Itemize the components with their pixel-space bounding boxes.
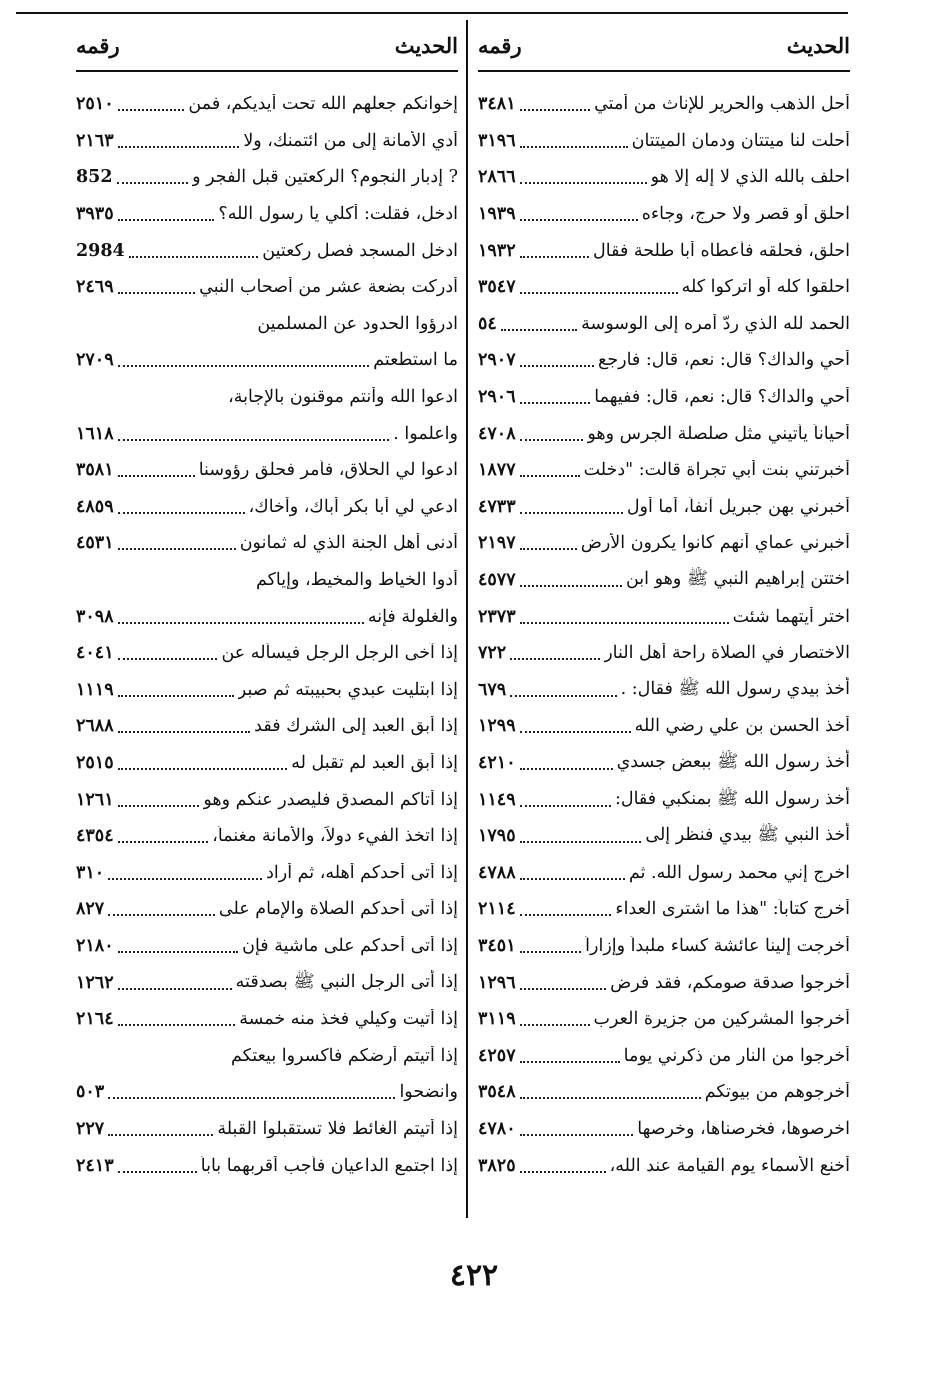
hadith-text: احلق، فحلقه فأعطاه أبا طلحة فقال	[593, 240, 850, 261]
hadith-text: أخذ النبي ﷺ بيدي فنظر إلى	[645, 825, 850, 846]
index-entry	[478, 123, 850, 160]
hadith-text: واعلموا .	[393, 423, 458, 444]
hadith-number: ٤٢١٠	[478, 752, 516, 773]
dot-leader	[118, 841, 209, 843]
hadith-text: أحي والداك؟ قال: نعم، قال: فارجع	[598, 350, 850, 371]
index-entry	[76, 708, 458, 745]
dot-leader	[520, 475, 580, 477]
index-entry	[76, 562, 458, 599]
hadith-text: أدركت بضعة عشر من أصحاب النبي	[199, 277, 458, 298]
hadith-text: إخوانكم جعلهم الله تحت أيديكم، فمن	[188, 94, 458, 115]
index-entry	[76, 123, 458, 160]
hadith-text: إذا ابتليت عبدي بحبيبته ثم صبر	[237, 679, 458, 700]
hadith-text: أخرجوا من النار من ذكرني يوما	[623, 1045, 850, 1066]
index-entry	[478, 562, 850, 599]
hadith-number: ٤٣٥٤	[76, 826, 114, 847]
index-entry	[478, 1037, 850, 1074]
hadith-number: ٤٨٥٩	[76, 496, 114, 517]
hadith-text: احلف بالله الذي لا إله إلا هو	[650, 167, 850, 188]
hadith-number: ٣٤٨١	[478, 94, 516, 115]
hadith-number: ١٧٩٥	[478, 826, 516, 847]
dot-leader	[118, 1171, 197, 1173]
hadith-number: 2984	[76, 240, 125, 261]
index-entry	[478, 1074, 850, 1111]
index-entry	[76, 415, 458, 452]
hadith-number: ٤٧٨٠	[478, 1118, 516, 1139]
dot-leader	[118, 658, 218, 660]
hadith-text: ادخل المسجد فصل ركعتين	[262, 240, 458, 261]
dot-leader	[118, 475, 195, 477]
dot-leader	[118, 731, 251, 733]
left-entry-list	[76, 86, 458, 1184]
hadith-number: ٢٣٧٣	[478, 606, 516, 627]
hadith-header-label: الحديث	[394, 32, 458, 58]
hadith-text: أخرجوا صدقة صومكم، فقد فرض	[610, 972, 850, 993]
hadith-text: إذا أتى أحدكم على ماشية فإن	[242, 935, 458, 956]
dot-leader	[118, 548, 236, 550]
hadith-text: أدي الأمانة إلى من ائتمنك، ولا	[243, 130, 458, 151]
hadith-text: أحل الذهب والحرير للإناث من أمتي	[594, 94, 850, 115]
dot-leader	[520, 109, 590, 111]
hadith-number: ٣١١٩	[478, 1009, 516, 1030]
hadith-text: احلقوا كله أو اتركوا كله	[681, 277, 850, 298]
hadith-text: ما استطعتم	[373, 350, 458, 371]
dot-leader	[520, 1134, 634, 1136]
hadith-text: أخبرني بهن جبريل آنفاً، أما أول	[626, 496, 850, 517]
dot-leader	[118, 439, 390, 441]
hadith-number: ٤٧٠٨	[478, 423, 516, 444]
index-entry	[478, 489, 850, 526]
index-entry	[76, 635, 458, 672]
header-rule	[76, 70, 458, 72]
hadith-text: أحي والداك؟ قال: نعم، قال: ففيهما	[594, 387, 850, 408]
dot-leader	[118, 292, 196, 294]
hadith-text: إذا أتى الرجل النبي ﷺ بصدقته	[235, 971, 458, 992]
hadith-text: إذا أتى أحدكم أهله، ثم أراد	[266, 862, 458, 883]
hadith-text: الحمد لله الذي ردّ أمره إلى الوسوسة	[581, 313, 850, 334]
index-entry	[76, 598, 458, 635]
dot-leader	[118, 1024, 236, 1026]
index-entry	[478, 745, 850, 782]
hadith-number: ٥٠٣	[76, 1082, 105, 1103]
index-entry	[478, 818, 850, 855]
dot-leader	[108, 1097, 395, 1099]
index-entry	[478, 452, 850, 489]
column-divider	[466, 20, 468, 1218]
dot-leader	[520, 622, 729, 624]
dot-leader	[520, 988, 606, 990]
dot-leader	[118, 951, 238, 953]
dot-leader	[520, 182, 647, 184]
hadith-number: ٤٠٤١	[76, 643, 114, 664]
dot-leader	[520, 951, 582, 953]
dot-leader	[520, 256, 589, 258]
index-entry	[76, 928, 458, 965]
dot-leader	[520, 914, 612, 916]
hadith-text: إذا أتيت وكيلي فخذ منه خمسة	[239, 1009, 458, 1030]
hadith-number: ١٩٣٢	[478, 240, 516, 261]
index-entry	[478, 196, 850, 233]
hadith-number: ٢١١٤	[478, 899, 516, 920]
index-entry	[478, 1147, 850, 1184]
index-entry	[76, 854, 458, 891]
number-header-label: رقمه	[478, 32, 522, 58]
dot-leader	[520, 768, 613, 770]
index-entry	[478, 781, 850, 818]
hadith-text: احلق أو قصر ولا حرج، وجاءه	[641, 204, 850, 225]
hadith-number: ٢٨٦٦	[478, 167, 516, 188]
hadith-number: ٢١٩٧	[478, 533, 516, 554]
dot-leader	[520, 439, 584, 441]
dot-leader	[520, 1024, 590, 1026]
dot-leader	[520, 365, 594, 367]
index-entry	[478, 672, 850, 709]
hadith-number: ١٢٦١	[76, 789, 114, 810]
index-entry	[76, 306, 458, 343]
index-entry	[76, 379, 458, 416]
dot-leader	[520, 292, 678, 294]
dot-leader	[510, 695, 616, 697]
hadith-text: أخرجوا المشركين من جزيرة العرب	[593, 1009, 850, 1030]
hadith-text: أخذ بيدي رسول الله ﷺ فقال: .	[620, 678, 850, 699]
index-entry	[76, 672, 458, 709]
hadith-number: ٤٧٣٣	[478, 496, 516, 517]
hadith-text: أخذ الحسن بن علي رضي الله	[634, 716, 850, 737]
hadith-number: ٢٩٠٧	[478, 350, 516, 371]
hadith-text: أخبرني عماي أنهم كانوا يكرون الأرض	[580, 533, 850, 554]
dot-leader	[510, 658, 600, 660]
hadith-text: ادعي لي أبا بكر أباك، وأخاك،	[248, 496, 458, 517]
hadith-number: ١٨٧٧	[478, 460, 516, 481]
hadith-text: أدوا الخياط والمخيط، وإياكم	[255, 570, 458, 591]
dot-leader	[520, 219, 638, 221]
hadith-text: أخذ رسول الله ﷺ بمنكبي فقال:	[614, 788, 850, 809]
hadith-number: ٤٥٣١	[76, 533, 114, 554]
dot-leader	[520, 548, 577, 550]
index-entry	[478, 379, 850, 416]
right-column-header	[478, 20, 850, 70]
dot-leader	[118, 146, 240, 148]
index-entry	[478, 306, 850, 343]
index-entry	[76, 1074, 458, 1111]
hadith-number: ٨٢٧	[76, 899, 105, 920]
dot-leader	[118, 219, 215, 221]
dot-leader	[520, 1171, 606, 1173]
hadith-text: ادعوا لي الحلاق، فأمر فحلق رؤوسنا	[198, 460, 458, 481]
hadith-number: ١٢٩٦	[478, 972, 516, 993]
dot-leader	[117, 182, 189, 184]
hadith-text: أخنع الأسماء يوم القيامة عند الله،	[609, 1155, 850, 1176]
index-entry	[478, 525, 850, 562]
hadith-text: إذا أبق العبد لم تقبل له	[291, 752, 458, 773]
index-entry	[478, 891, 850, 928]
hadith-number: ٢٥١٥	[76, 752, 114, 773]
index-entry	[478, 86, 850, 123]
index-entry	[478, 964, 850, 1001]
hadith-number: ٢٥١٠	[76, 94, 114, 115]
dot-leader	[118, 365, 370, 367]
dot-leader	[118, 695, 234, 697]
dot-leader	[129, 256, 259, 258]
hadith-text: ? إدبار النجوم؟ الركعتين قبل الفجر و	[192, 167, 458, 188]
hadith-number: ١٢٦٢	[76, 972, 114, 993]
hadith-number: ٢٩٠٦	[478, 387, 516, 408]
index-entry	[478, 708, 850, 745]
index-entry	[76, 232, 458, 269]
hadith-text: ادعوا الله وأنتم موقنون بالإجابة،	[228, 387, 458, 408]
dot-leader	[520, 1061, 620, 1063]
hadith-text: أحياناً يأتيني مثل صلصلة الجرس وهو	[587, 423, 850, 444]
index-entry	[76, 1037, 458, 1074]
index-entry	[76, 342, 458, 379]
index-entry	[76, 196, 458, 233]
index-entry	[76, 1001, 458, 1038]
hadith-number: ٤٢٥٧	[478, 1045, 516, 1066]
dot-leader	[108, 878, 262, 880]
dot-leader	[118, 622, 364, 624]
hadith-text: ادخل، فقلت: أكلي يا رسول الله؟	[218, 204, 458, 225]
dot-leader	[501, 329, 577, 331]
index-entry	[76, 781, 458, 818]
hadith-text: وانضحوا	[399, 1082, 458, 1103]
hadith-text: أدنى أهل الجنة الذي له ثمانون	[239, 533, 458, 554]
hadith-number: ٢٤٦٩	[76, 277, 114, 298]
hadith-number: ٦٧٩	[478, 679, 507, 700]
hadith-number: ٧٢٢	[478, 643, 507, 664]
left-column-header	[76, 20, 458, 70]
right-column	[478, 20, 850, 1184]
hadith-text: إذا اتخذ الفيء دولاً، والأمانة مغنماً،	[212, 826, 458, 847]
index-entry	[478, 415, 850, 452]
hadith-text: إذا أتيتم الغائط فلا تستقبلوا القبلة	[217, 1118, 458, 1139]
hadith-number: ٢٤١٣	[76, 1155, 114, 1176]
dot-leader	[520, 512, 623, 514]
hadith-text: والغلولة فإنه	[367, 606, 458, 627]
dot-leader	[520, 402, 591, 404]
dot-leader	[520, 585, 622, 587]
dot-leader	[108, 1134, 213, 1136]
hadith-text: أخرجت إلينا عائشة كساء ملبداً وإزاراً	[585, 935, 850, 956]
hadith-text: ادرؤوا الحدود عن المسلمين	[257, 313, 458, 334]
index-entry	[478, 854, 850, 891]
hadith-number: ٢٧٠٩	[76, 350, 114, 371]
hadith-number: ٣٥٤٨	[478, 1082, 516, 1103]
hadith-number: ٢٦٨٨	[76, 716, 114, 737]
index-entry	[76, 269, 458, 306]
index-entry	[76, 1147, 458, 1184]
page-number: ٤٢٢	[449, 1258, 499, 1293]
hadith-header-label: الحديث	[786, 32, 850, 58]
hadith-number: ٣٨٢٥	[478, 1155, 516, 1176]
dot-leader	[118, 805, 200, 807]
hadith-number: ٣٥٨١	[76, 460, 114, 481]
index-entry	[478, 342, 850, 379]
hadith-number: ٢١٦٣	[76, 130, 114, 151]
top-rule	[16, 12, 848, 14]
hadith-number: ٣٤٥١	[478, 935, 516, 956]
hadith-text: اخرصوها، فخرصناها، وخرصها	[637, 1118, 850, 1139]
hadith-number: ١٩٣٩	[478, 204, 516, 225]
index-entry	[76, 745, 458, 782]
index-entry	[478, 159, 850, 196]
index-entry	[76, 818, 458, 855]
dot-leader	[118, 988, 232, 990]
hadith-text: إذا أتاكم المصدق فليصدر عنكم وهو	[203, 789, 458, 810]
dot-leader	[520, 841, 642, 843]
hadith-number: ٢٢٧	[76, 1118, 105, 1139]
hadith-text: اختتن إبراهيم النبي ﷺ وهو ابن	[625, 569, 850, 590]
hadith-number: ٢١٨٠	[76, 935, 114, 956]
hadith-text: اخرج إني محمد رسول الله. ثم	[628, 862, 850, 883]
index-entry	[76, 452, 458, 489]
index-entry	[478, 598, 850, 635]
hadith-number: ١٢٩٩	[478, 716, 516, 737]
header-rule	[478, 70, 850, 72]
hadith-number: ٥٤	[478, 313, 497, 334]
dot-leader	[520, 146, 628, 148]
dot-leader	[520, 731, 631, 733]
dot-leader	[118, 768, 288, 770]
index-entry	[478, 635, 850, 672]
hadith-text: إذا آخى الرجل الرجل فيسأله عن	[221, 643, 458, 664]
hadith-number: ١٦١٨	[76, 423, 114, 444]
dot-leader	[118, 512, 245, 514]
index-entry	[76, 891, 458, 928]
dot-leader	[520, 878, 625, 880]
hadith-number: ٤٧٨٨	[478, 862, 516, 883]
hadith-number: 852	[76, 167, 113, 188]
index-entry	[478, 1111, 850, 1148]
index-entry	[478, 269, 850, 306]
number-header-label: رقمه	[76, 32, 120, 58]
hadith-text: إذا اجتمع الداعيان فأجب أقربهما باباً	[200, 1155, 458, 1176]
hadith-number: ١١١٩	[76, 679, 114, 700]
hadith-text: أخذ رسول الله ﷺ ببعض جسدي	[616, 751, 850, 772]
hadith-number: ٣٥٤٧	[478, 277, 516, 298]
index-entry	[76, 964, 458, 1001]
dot-leader	[520, 805, 611, 807]
hadith-text: الاختصار في الصلاة راحة أهل النار	[604, 643, 850, 664]
hadith-text: اختر أيتهما شئت	[732, 606, 850, 627]
hadith-text: أحلت لنا ميتتان ودمان الميتتان	[631, 130, 850, 151]
right-entry-list	[478, 86, 850, 1184]
hadith-text: أخرج كتاباً: "هذا ما اشترى العداء	[615, 899, 850, 920]
hadith-number: ٣١٩٦	[478, 130, 516, 151]
hadith-number: ١١٤٩	[478, 789, 516, 810]
hadith-number: ٣١٠	[76, 862, 105, 883]
hadith-text: أخرجوهم من بيوتكم	[704, 1082, 850, 1103]
hadith-text: إذا أتيتم أرضكم فاكسروا بيعتكم	[231, 1045, 458, 1066]
index-entry	[76, 525, 458, 562]
index-entry	[478, 1001, 850, 1038]
dot-leader	[108, 914, 215, 916]
hadith-text: أخبرتني بنت أبي تجراة قالت: "دخلت	[583, 460, 850, 481]
index-entry	[76, 159, 458, 196]
index-entry	[76, 1111, 458, 1148]
hadith-number: ٣٩٣٥	[76, 204, 114, 225]
index-entry	[76, 86, 458, 123]
hadith-number: ٤٥٧٧	[478, 570, 516, 591]
left-column	[76, 20, 458, 1184]
index-entry	[478, 232, 850, 269]
index-entry	[76, 489, 458, 526]
dot-leader	[520, 1097, 701, 1099]
hadith-number: ٣٠٩٨	[76, 606, 114, 627]
hadith-number: ٢١٦٤	[76, 1009, 114, 1030]
dot-leader	[118, 109, 185, 111]
hadith-text: إذا أبق العبد إلى الشرك فقد	[254, 716, 458, 737]
index-entry	[478, 928, 850, 965]
hadith-text: إذا أتى أحدكم الصلاة والإمام على	[218, 899, 458, 920]
